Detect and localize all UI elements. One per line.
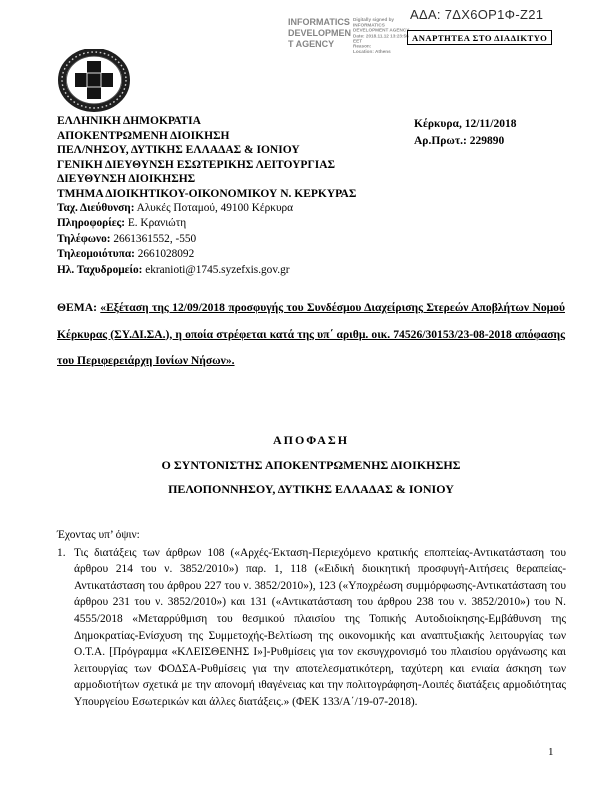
letterhead-line-republic: ΕΛΛΗΝΙΚΗ ΔΗΜΟΚΡΑΤΙΑ [57,115,201,127]
contact-value: 2661361552, -550 [110,232,197,245]
body-section [57,527,566,711]
greek-coat-of-arms-icon [57,49,131,113]
contact-row-telephone [57,232,293,247]
contact-value: Αλυκές Ποταμού, 49100 Κέρκυρα [134,202,294,214]
stamp-agency-line: T AGENCY [288,38,335,49]
stamp-agency-line: INFORMATICS [288,17,350,27]
contact-value: Ε. Κρανιώτη [125,217,187,230]
stamp-signature-line: Reason: [353,43,372,49]
page-number: 1 [548,746,554,758]
contact-row-email [57,263,293,278]
ada-code: ΑΔΑ: 7ΔΧ6ΟΡ1Φ-Ζ21 [410,7,544,22]
decision-title: ΑΠΟΦΑΣΗ [272,433,350,447]
stamp-signature-line: Location: Athens [353,48,391,55]
list-item-1 [57,545,566,711]
stamp-signature-line: EET [353,38,363,44]
subject-label: ΘΕΜΑ: [57,301,101,314]
contact-label: Ηλ. Ταχυδρομείο: [57,263,143,276]
list-number: 1. [57,546,66,559]
stamp-signature-line: Digitally signed by [353,17,394,23]
letterhead-line-directorate: ΔΙΕΥΘΥΝΣΗ ΔΙΟΙΚΗΣΗΣ [57,173,196,185]
stamp-signature-line: DEVELOPMENT AGENCY [353,27,410,33]
contact-row-information [57,216,293,231]
letterhead-line-department: ΤΜΗΜΑ ΔΙΟΙΚΗΤΙΚΟΥ-ΟΙΚΟΝΟΜΙΚΟΥ Ν. ΚΕΡΚΥΡΑΣ [57,187,357,200]
date-protocol-block [414,116,516,149]
list-item-text: Τις διατάξεις των άρθρων 108 («Αρχές-Έκταση-Περιεχόμενο κρατικής εποπτείας-Αντικατάσταση του άρθρου 214 του ν. 3852/2010») παρ. 1, 118 («Ειδική διοικητική προσφυγή-Αιτήσεις θεραπείας-Αντικατάσταση του άρθρου 227 του ν. 3852/2010»), 123 («Υποχρέωση συμμόρφωσης-Αντικατάσταση του άρθρου 231 του ν. 3852/2010») και 131 («Αντικατάσταση του άρθρου 238 του ν. 3852/2010») του Ν. 4555/2018 «Μεταρρύθμιση του θεσμικού πλαισίου της Τοπικής Αυτοδιοίκησης-Εμβάθυνση της Δημοκρατίας-Ενίσχυση της Συμμετοχής-Βελτίωση της οικονομικής και αναπτυξιακής λειτουργίας των Ο.Τ.Α. [Πρόγραμμα «ΚΛΕΙΣΘΕΝΗΣ Ι»]-Ρυθμίσεις για τον εκσυγχρονισμό του πλαισίου οργάνωσης και λειτουργίας των ΦΟΔΣΑ-Ρυθμίσεις για την αποτελεσματικότερη, ταχύτερη και ενιαία άσκηση των αρμοδιοτήτων σχετικά με την απονομή ιθαγένειας και την πολιτογράφηση-Λοιπές διατάξεις αρμοδιότητας Υπουργείου Εσωτερικών και άλλες διατάξεις.» (ΦΕΚ 133/Α΄/19-07-2018). [74,546,566,708]
anartitea-diavgeia-box: ΑΝΑΡΤΗΤΕΑ ΣΤΟ ΔΙΑΔΙΚΤΥΟ [407,30,552,45]
subject-paragraph [57,295,565,375]
preamble: Έχοντας υπ’ όψιν: [57,529,140,541]
contact-value-email: ekranioti@1745.syzefxis.gov.gr [142,263,290,276]
digital-signature-stamp [288,17,473,81]
contact-label: Τηλέφωνο: [57,232,111,245]
contact-block [57,201,293,278]
protocol-number: Αρ.Πρωτ.: 229890 [414,134,505,147]
contact-value: 2661028092 [134,248,195,261]
letterhead-line-region: ΠΕΛ/ΝΗΣΟΥ, ΔΥΤΙΚΗΣ ΕΛΛΑΔΑΣ & ΙΟΝΙΟΥ [57,144,300,156]
decision-heading [57,428,565,502]
decision-authority-line1: Ο ΣΥΝΤΟΝΙΣΤΗΣ ΑΠΟΚΕΝΤΡΩΜΕΝΗΣ ΔΙΟΙΚΗΣΗΣ [161,457,461,472]
contact-row-address [57,201,293,216]
contact-label: Τηλεομοιότυπα: [57,248,135,261]
subject-text: «Εξέταση της 12/09/2018 προσφυγής του Συνδέσμου Διαχείρισης Στερεών Αποβλήτων Νομού Κέρκυρας (ΣΥ.ΔΙ.ΣΑ.), η οποία στρέφεται κατά της υπ΄ αριθμ. οικ. 74526/30153/23-08-2018 απόφασης του Περιφερειάρχη Ιονίων Νήσων». [57,301,565,367]
stamp-agency-line: DEVELOPMEN [288,27,352,38]
place-date: Κέρκυρα, 12/11/2018 [414,118,517,130]
letterhead-line-directorate-general: ΓΕΝΙΚΗ ΔΙΕΥΘΥΝΣΗ ΕΣΩΤΕΡΙΚΗΣ ΛΕΙΤΟΥΡΓΙΑΣ [57,158,336,171]
contact-label: Πληροφορίες: [57,217,126,230]
decision-authority-line2: ΠΕΛΟΠΟΝΝΗΣΟΥ, ΔΥΤΙΚΗΣ ΕΛΛΑΔΑΣ & ΙΟΝΙΟΥ [168,482,454,496]
letterhead-line-administration: ΑΠΟΚΕΝΤΡΩΜΕΝΗ ΔΙΟΙΚΗΣΗ [57,129,230,142]
letterhead [57,114,356,201]
stamp-signature-line: Date: 2018.11.12 13:23:56 [353,32,409,39]
stamp-signature-line: INFORMATICS [353,22,385,28]
contact-row-fax [57,247,293,262]
contact-label: Ταχ. Διεύθυνση: [57,202,135,214]
stamp-agency-name [288,17,352,81]
